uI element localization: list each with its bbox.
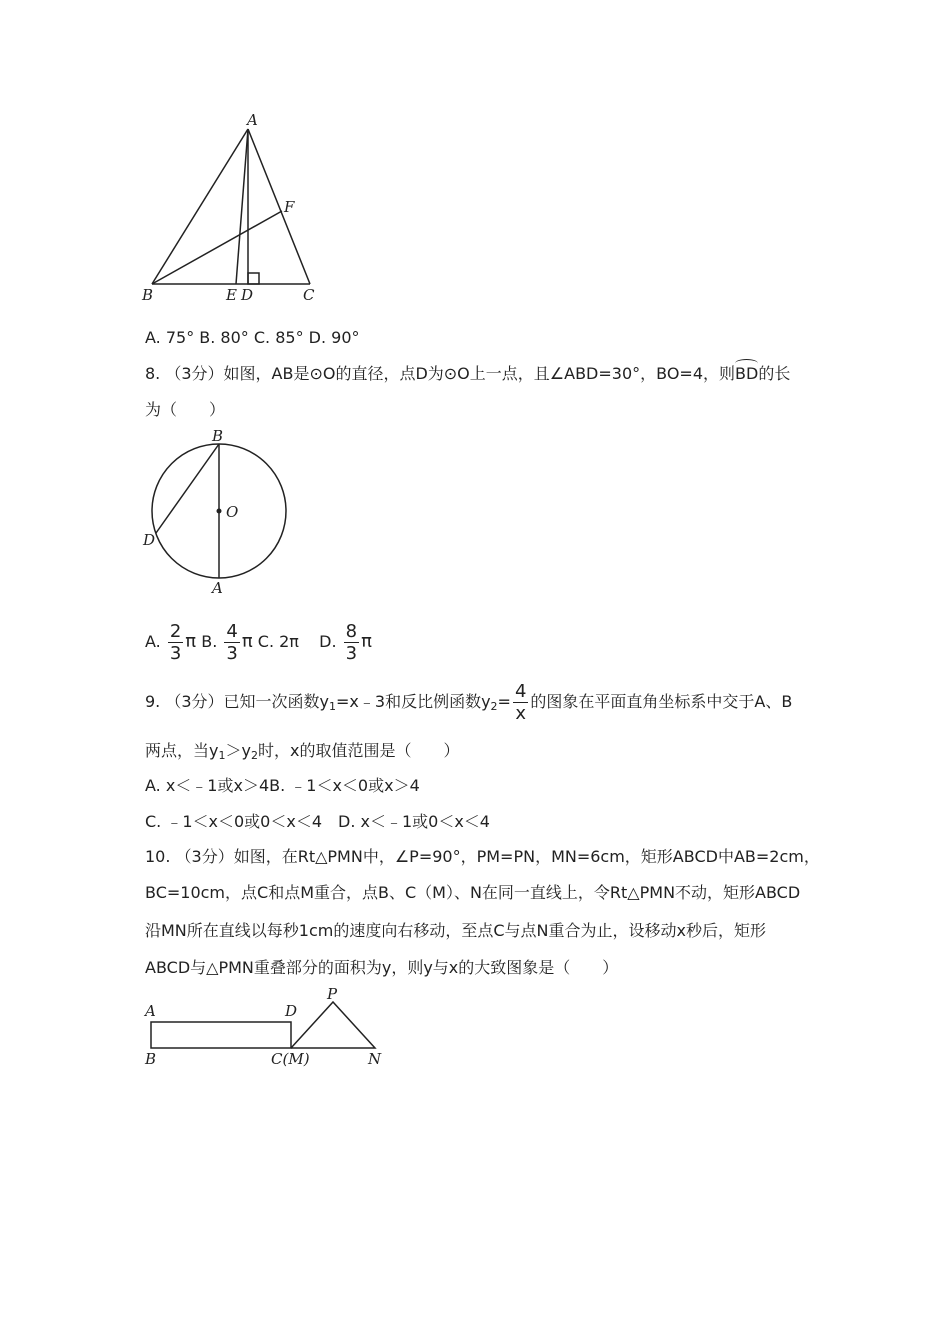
label-e: E (226, 286, 237, 304)
label-a: A (212, 579, 223, 597)
label-d: D (285, 1002, 298, 1020)
q8-option-b: B. $\frac{4}{3}$ π (201, 620, 253, 664)
right-angle-mark (248, 273, 259, 284)
rectangle-abcd (151, 1022, 291, 1048)
label-n: N (368, 1050, 382, 1068)
label-b: B (142, 286, 154, 304)
q8-circle-figure (135, 425, 295, 600)
fraction-4-over-x: $\frac{4}{x}$ (514, 680, 527, 724)
label-b: B (145, 1050, 157, 1068)
q10-stem-line1: 10. （3分）如图，在Rt△PMN中，∠P=90°，PM=PN，MN=6cm，矩形ABCD中AB=2cm， (145, 847, 820, 866)
arc-bd: BD (735, 364, 759, 383)
segment-bf (152, 211, 282, 284)
label-c-m: C(M) (271, 1050, 310, 1068)
q9-options-ab: A. x＜﹣1或x＞4B. ﹣1＜x＜0或x＞4 (145, 776, 420, 795)
q10-stem-line2: BC=10cm，点C和点M重合，点B、C（M）、N在同一直线上，令Rt△PMN不动，矩形ABCD (145, 883, 801, 902)
label-p: P (327, 985, 338, 1003)
q10-stem-line4: ABCD与△PMN重叠部分的面积为y，则y与x的大致图象是（ ） (145, 958, 619, 977)
q10-stem-line3: 沿MN所在直线以每秒1cm的速度向右移动，至点C与点N重合为止，设移动x秒后，矩形 (145, 921, 766, 940)
q10-rectangle-triangle-figure (140, 984, 400, 1074)
q8-options (145, 620, 372, 664)
q8-option-d: D. $\frac{8}{3}$ π (319, 620, 372, 664)
label-b: B (212, 427, 224, 445)
label-c: C (303, 286, 315, 304)
label-f: F (284, 198, 295, 216)
q7-options: A. 75° B. 80° C. 85° D. 90° (145, 328, 360, 347)
center-point (217, 509, 222, 514)
label-a: A (145, 1002, 156, 1020)
q7-triangle-figure (130, 105, 330, 310)
side-ac (248, 129, 310, 284)
q8-option-a: A. $\frac{2}{3}$ π (145, 620, 197, 664)
label-d: D (143, 531, 156, 549)
q8-stem-b: 的长 (758, 364, 791, 383)
label-d: D (241, 286, 254, 304)
segment-ae (236, 129, 248, 284)
chord-bd (156, 444, 219, 533)
side-ab (152, 129, 248, 284)
label-o: O (226, 503, 239, 521)
triangle-pmn (291, 1002, 375, 1048)
q8-stem-line2: 为（ ） (145, 400, 226, 419)
q9-stem-line1: 9. （3分）已知一次函数$y_1=x﹣3$和反比例函数$y_2=$ $\frac{4}{x}$ 的图象在平面直角坐标系中交于A、B (145, 680, 793, 724)
label-a: A (247, 111, 258, 129)
q9-stem-line2: 两点，当$y_1>y_2$时，x的取值范围是（ ） (145, 741, 460, 762)
q9-options-cd: C. ﹣1＜x＜0或0＜x＜4 D. x＜﹣1或0＜x＜4 (145, 812, 490, 831)
q8-option-c: C. 2π (257, 632, 299, 651)
q8-stem-line1 (145, 364, 790, 384)
q8-stem-a: 8. （3分）如图，AB是⊙O的直径，点D为⊙O上一点，且∠ABD=30°，BO=4，则 (145, 364, 736, 383)
